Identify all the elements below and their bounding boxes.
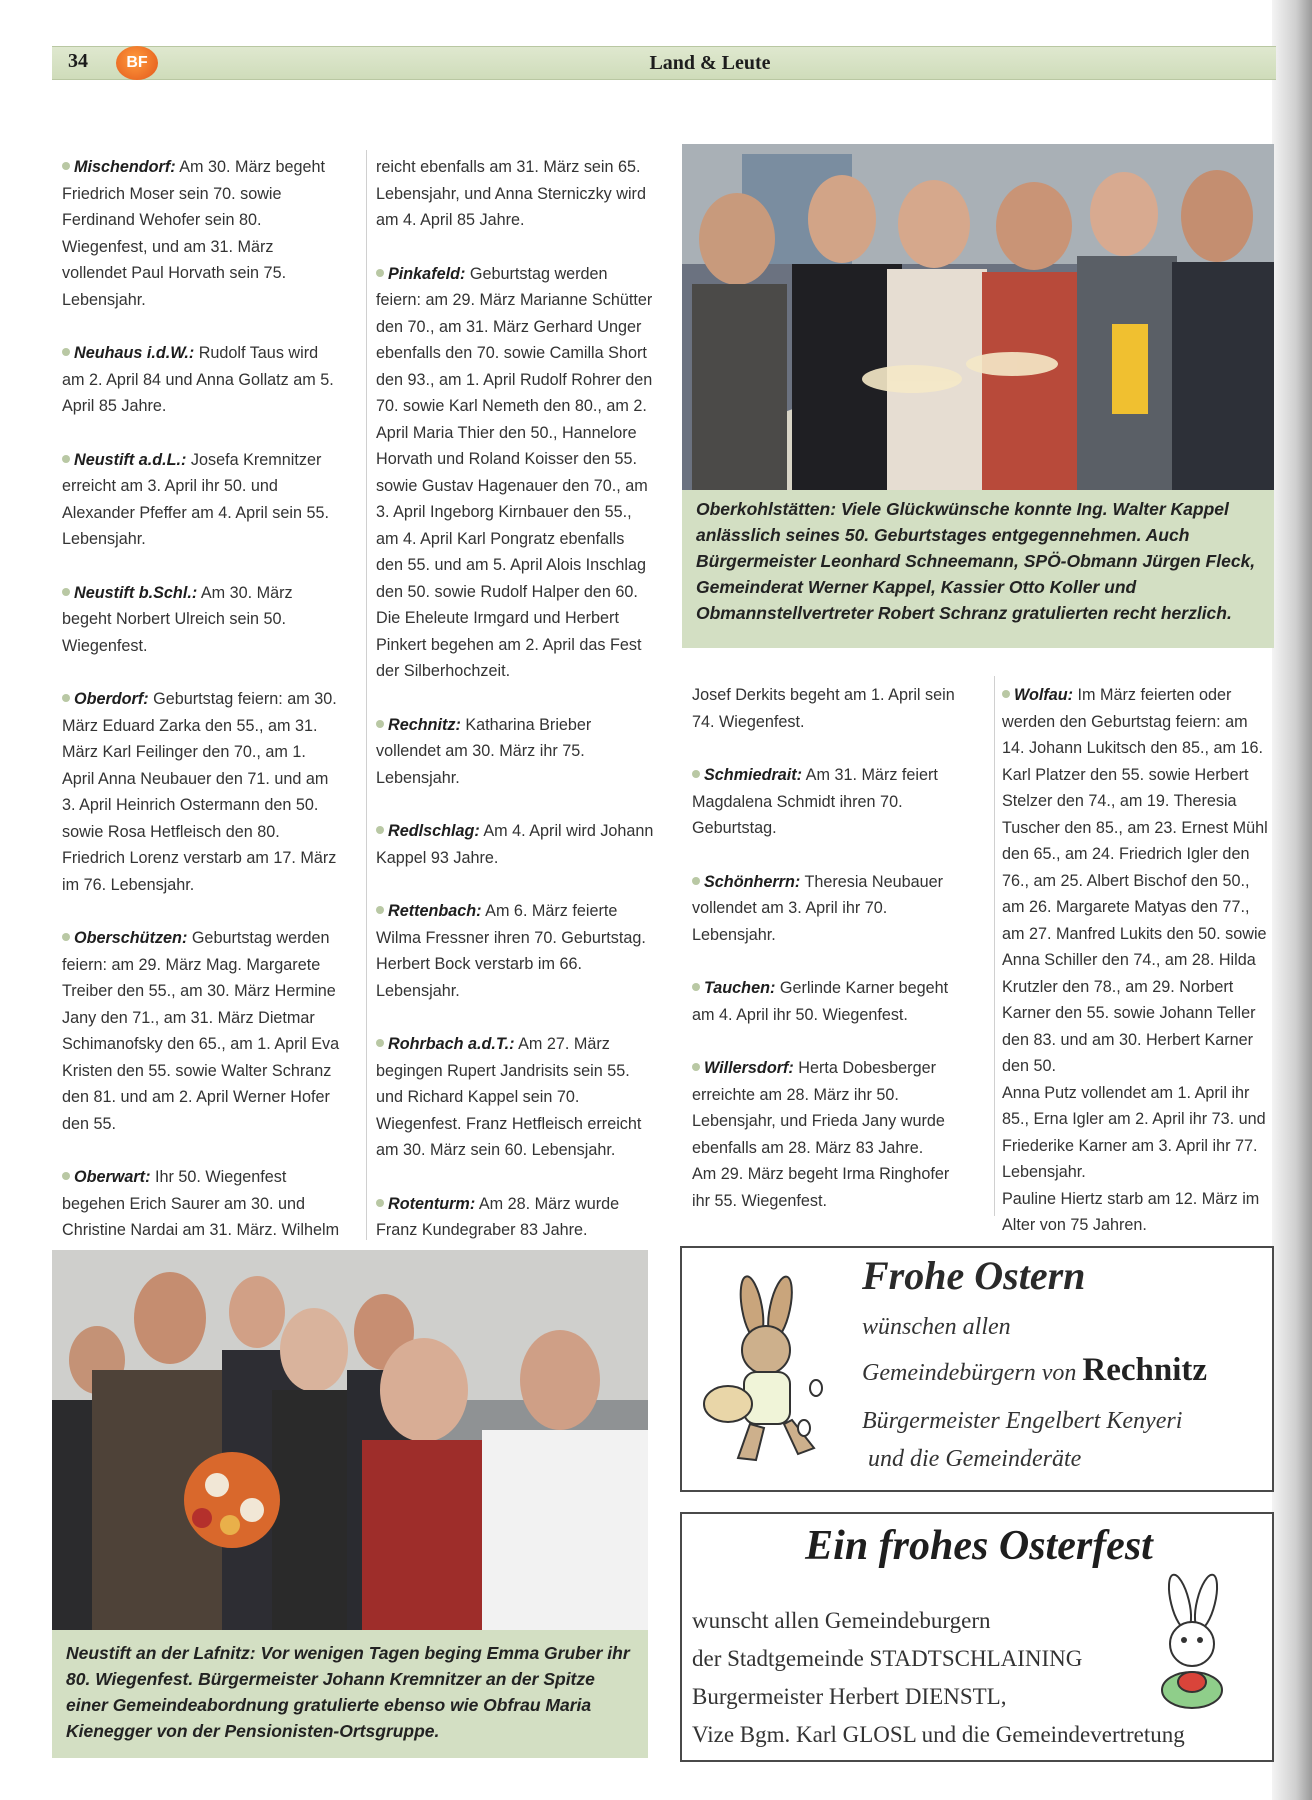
bullet-icon xyxy=(692,983,700,991)
bullet-icon xyxy=(376,269,384,277)
entry-rotenturm: Rotenturm: Am 28. März wurde Franz Kundegraber 83 Jahre. xyxy=(376,1194,620,1239)
entry-wolfau: Wolfau: Im März feierten oder werden den Geburtstag feiern: am 14. Johann Lukitsch den 85., am 16. Karl Platzer den 55. sowie Herbert Stelzer den 74., am 19. Theresia Tuscher den 85., am 23. Ernest Mühl den 65., am 24. Friedrich Igler den 76., am 25. Albert Bischof den 50., am 26. Margarete Matyas den 77., am 27. Manfred Lukits den 50. sowie Anna Schiller den 74., am 28. Hilda Krutzler den 78., am 29. Norbert Karner den 55. sowie Johann Teller den 83. und am 30. Herbert Karner den 50. Anna Putz vollendet am 1. April ihr 85., Erna Igler am 2. April ihr 73. und Friederike Karner am 3. April ihr 77. Lebensjahr. Pauline Hiertz starb am 12. März im Alter von 75 Jahren. xyxy=(1002,686,1268,1234)
photo-neustift-lafnitz xyxy=(52,1250,648,1630)
bullet-icon xyxy=(62,694,70,702)
photo-oberkohlstaetten-image xyxy=(682,144,1274,490)
entry-rettenbach: Rettenbach: Am 6. März feierte Wilma Fressner ihren 70. Geburtstag. Herbert Bock verstarb im 66. Lebensjahr. xyxy=(376,902,646,1000)
entry-oberwart-cont: reicht ebenfalls am 31. März sein 65. Lebensjahr, und Anna Sterniczky wird am 4. April 85 Jahre. xyxy=(376,158,646,229)
photo-neustift-lafnitz-image xyxy=(52,1250,648,1630)
ad-frohe-ostern-line2: Gemeindebürgern von Rechnitz xyxy=(862,1352,1208,1388)
bullet-icon xyxy=(62,348,70,356)
ad-osterfest-line1: wunscht allen Gemeindeburgern xyxy=(692,1608,991,1633)
entry-oberwart: Oberwart: Ihr 50. Wiegenfest begehen Erich Saurer am 30. und Christine Nardai am 31. März. Wilhelm xyxy=(62,1168,340,1239)
page-number: 34 xyxy=(68,50,88,72)
photo-oberkohlstaetten-caption: Oberkohlstätten: Viele Glückwünsche konnte Ing. Walter Kappel anlässlich seines 50. Geburtstages entgegennehmen. Auch Bürgermeister Leonhard Schneemann, SPÖ-Obmann Jürgen Fleck, Gemeinderat Werner Kappel, Kassier Otto Koller und Obmannstellvertreter Robert Schranz gratulierten recht herzlich. xyxy=(682,490,1274,648)
column-4 xyxy=(1002,682,1274,1266)
page-edge-shadow xyxy=(1272,0,1312,1800)
bullet-icon xyxy=(692,1063,700,1071)
bullet-icon xyxy=(692,770,700,778)
bullet-icon xyxy=(62,455,70,463)
bullet-icon xyxy=(62,1172,70,1180)
column-2 xyxy=(376,154,654,1271)
ad-frohe-ostern xyxy=(680,1246,1274,1492)
entry-mischendorf: Mischendorf: Am 30. März begeht Friedrich Moser sein 70. sowie Ferdinand Wehofer sein 80. Wiegenfest, und am 31. März vollendet Paul Horvath sein 75. Lebensjahr. xyxy=(62,158,325,309)
entry-derkits-cont: Josef Derkits begeht am 1. April sein 74. Wiegenfest. xyxy=(692,686,955,731)
entry-redlschlag: Redlschlag: Am 4. April wird Johann Kappel 93 Jahre. xyxy=(376,822,654,867)
ad-osterfest-line3: Burgermeister Herbert DIENSTL, xyxy=(692,1684,1007,1709)
bullet-icon xyxy=(692,877,700,885)
ad-osterfest-line4: Vize Bgm. Karl GLOSL und die Gemeindevertretung xyxy=(692,1722,1185,1747)
entry-schmiedrait: Schmiedrait: Am 31. März feiert Magdalena Schmidt ihren 70. Geburtstag. xyxy=(692,766,938,837)
ad-osterfest-title: Ein frohes Osterfest xyxy=(805,1523,1153,1569)
section-title: Land & Leute xyxy=(649,52,771,74)
ad-frohe-ostern-line4: und die Gemeinderäte xyxy=(868,1446,1082,1472)
bullet-icon xyxy=(376,1199,384,1207)
entry-oberschuetzen: Oberschützen: Geburtstag werden feiern: am 29. März Mag. Margarete Treiber den 55., am 30. März Hermine Jany den 71., am 31. März Dietmar Schimanofsky den 65., am 1. April Eva Kristen den 55. sowie Walter Schranz den 81. und am 2. April Werner Hofer den 55. xyxy=(62,929,340,1133)
entry-tauchen: Tauchen: Gerlinde Karner begeht am 4. April ihr 50. Wiegenfest. xyxy=(692,979,949,1024)
entry-pinkafeld: Pinkafeld: Geburtstag werden feiern: am 29. März Marianne Schütter den 70., am 31. März Gerhard Unger ebenfalls den 70. sowie Camilla Short den 93., am 1. April Rudolf Rohrer den 70. sowie Karl Nemeth den 80., am 2. April Maria Thier den 50., Hannelore Horvath und Roland Koisser den 55. sowie Gustav Hagenauer den 70., am 3. April Ingeborg Kirnbauer den 55., am 4. April Karl Pongratz ebenfalls den 55. und am 5. April Alois Inschlag den 50. sowie Rudolf Halper den 60. Die Eheleute Irmgard und Herbert Pinkert begehen am 2. April das Fest der Silberhochzeit. xyxy=(376,264,653,680)
bullet-icon xyxy=(376,1039,384,1047)
entry-neuhaus: Neuhaus i.d.W.: Rudolf Taus wird am 2. April 84 und Anna Gollatz am 5. April 85 Jahre. xyxy=(62,344,334,415)
entry-willersdorf: Willersdorf: Herta Dobesberger erreichte am 28. März ihr 50. Lebensjahr, und Frieda Jany wurde ebenfalls am 28. März 83 Jahre. Am 29. März begeht Irma Ringhofer ihr 55. Wiegenfest. xyxy=(692,1059,950,1210)
photo-neustift-lafnitz-caption: Neustift an der Lafnitz: Vor wenigen Tagen beging Emma Gruber ihr 80. Wiegenfest. Bürgermeister Johann Kremnitzer an der Spitze einer Gemeindeabordnung gratulierte ebenso wie Obfrau Maria Kienegger von der Pensionisten-Ortsgruppe. xyxy=(52,1630,648,1758)
easter-bunny-icon xyxy=(1142,1572,1242,1712)
ad-frohe-ostern-line1: wünschen allen xyxy=(862,1314,1011,1340)
entry-neustift-bschl: Neustift b.Schl.: Am 30. März begeht Norbert Ulreich sein 50. Wiegenfest. xyxy=(62,583,293,655)
ad-frohe-ostern-line3: Bürgermeister Engelbert Kenyeri xyxy=(862,1408,1183,1434)
ad-frohe-ostern-title: Frohe Ostern xyxy=(862,1253,1086,1298)
bullet-icon xyxy=(376,906,384,914)
bullet-icon xyxy=(1002,690,1010,698)
entry-neustift-adl: Neustift a.d.L.: Josefa Kremnitzer erreicht am 3. April ihr 50. und Alexander Pfeffer am 4. April sein 55. Lebensjahr. xyxy=(62,450,329,548)
bf-logo: BF xyxy=(116,46,158,80)
entry-oberdorf: Oberdorf: Geburtstag feiern: am 30. März Eduard Zarka den 55., am 31. März Karl Feilinger den 70., am 1. April Anna Neubauer den 71. und am 3. April Heinrich Ostermann den 50. sowie Rosa Hetfleisch den 80. Friedrich Lorenz verstarb am 17. März im 76. Lebensjahr. xyxy=(62,690,337,894)
bullet-icon xyxy=(376,826,384,834)
column-divider xyxy=(994,676,995,1216)
entry-schoenherrn: Schönherrn: Theresia Neubauer vollendet am 3. April ihr 70. Lebensjahr. xyxy=(692,872,944,944)
easter-bunny-icon xyxy=(694,1268,834,1468)
bullet-icon xyxy=(376,720,384,728)
bullet-icon xyxy=(62,162,70,170)
bullet-icon xyxy=(62,933,70,941)
column-1 xyxy=(62,154,340,1297)
ad-osterfest xyxy=(680,1512,1274,1762)
ad-frohe-ostern-place: Rechnitz xyxy=(1082,1352,1208,1388)
ad-osterfest-line2: der Stadtgemeinde STADTSCHLAINING xyxy=(692,1646,1083,1671)
photo-oberkohlstaetten xyxy=(682,144,1274,490)
entry-rechnitz: Rechnitz: Katharina Brieber vollendet am 30. März ihr 75. Lebensjahr. xyxy=(376,715,592,787)
column-3 xyxy=(692,682,962,1241)
column-divider xyxy=(366,150,367,1240)
entry-rohrbach: Rohrbach a.d.T.: Am 27. März begingen Rupert Jandrisits sein 55. und Richard Kappel sein 70. Wiegenfest. Franz Hetfleisch erreicht am 30. März sein 60. Lebensjahr. xyxy=(376,1035,642,1159)
bullet-icon xyxy=(62,588,70,596)
